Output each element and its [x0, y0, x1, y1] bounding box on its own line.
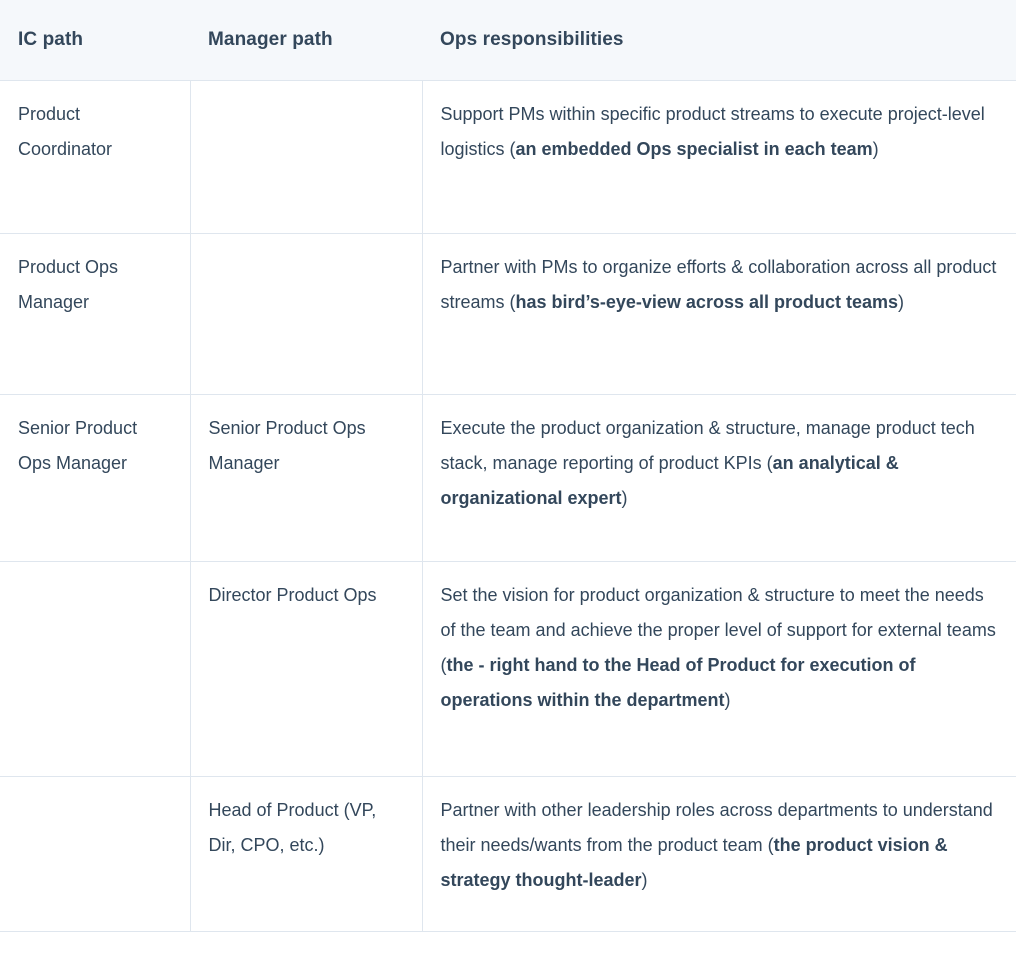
ops-text-bold: an embedded Ops specialist in each team [515, 139, 873, 160]
cell-ic-path [0, 777, 190, 932]
ops-text-plain: Execute the product organization & structure, manage product tech stack, manage reporting of product KPIs ( [440, 418, 975, 474]
table-header-row [0, 0, 1016, 81]
cell-manager-path: Senior Product Ops Manager [190, 395, 422, 562]
column-header-ops-responsibilities: Ops responsibilities [422, 0, 1016, 81]
ops-text-plain-end: ) [641, 870, 648, 891]
ops-text-plain: Partner with PMs to organize efforts & collaboration across all product streams ( [440, 257, 997, 313]
ops-text-plain-end: ) [898, 292, 904, 313]
ops-text-plain: Set the vision for product organization & structure to meet the needs of the team and achieve the proper level of support for external teams ( [440, 585, 996, 676]
cell-manager-path [190, 234, 422, 395]
ops-text-bold: the product vision & strategy thought-leader [440, 835, 948, 891]
cell-ops-responsibilities [422, 562, 1016, 777]
table-row [0, 562, 1016, 777]
ops-text-plain-end: ) [872, 139, 879, 160]
ops-text-bold: has bird’s-eye-view across all product teams [515, 292, 898, 313]
table-row [0, 395, 1016, 562]
cell-ic-path: Product Coordinator [0, 81, 190, 234]
cell-ic-path [0, 562, 190, 777]
ops-text-bold: the - right hand to the Head of Product for execution of operations within the department [440, 655, 916, 711]
column-header-ic-path: IC path [0, 0, 190, 81]
cell-manager-path: Director Product Ops [190, 562, 422, 777]
table-body [0, 81, 1016, 932]
ops-text-plain: Support PMs within specific product streams to execute project-level logistics ( [440, 104, 985, 160]
cell-ops-responsibilities [422, 395, 1016, 562]
table-row [0, 234, 1016, 395]
table-header [0, 0, 1016, 81]
column-header-manager-path: Manager path [190, 0, 422, 81]
ops-text-plain-end: ) [724, 690, 731, 711]
table-row [0, 81, 1016, 234]
cell-manager-path [190, 81, 422, 234]
cell-ops-responsibilities [422, 81, 1016, 234]
ops-text-plain-end: ) [621, 488, 628, 509]
table-row [0, 777, 1016, 932]
cell-ic-path: Product Ops Manager [0, 234, 190, 395]
ops-text-plain: Partner with other leadership roles across departments to understand their needs/wants from the product team ( [440, 800, 993, 856]
cell-manager-path: Head of Product (VP, Dir, CPO, etc.) [190, 777, 422, 932]
ops-text-bold: an analytical & organizational expert [440, 453, 899, 509]
cell-ops-responsibilities [422, 777, 1016, 932]
cell-ops-responsibilities [422, 234, 1016, 395]
cell-ic-path: Senior Product Ops Manager [0, 395, 190, 562]
